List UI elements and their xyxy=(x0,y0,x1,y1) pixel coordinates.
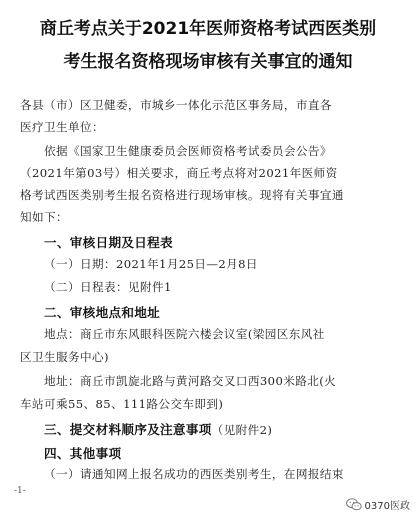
section-2-location-line-2: 区卫生服务中心) xyxy=(20,350,109,364)
section-2-address-line-2: 车站可乘55、85、111路公交车即到) xyxy=(20,397,224,411)
section-2-location-line-1: 地点：商丘市东风眼科医院六楼会议室(梁园区东风社 xyxy=(44,327,325,341)
wechat-icon xyxy=(346,498,362,511)
wechat-watermark xyxy=(346,497,410,512)
page-number: -1- xyxy=(14,486,26,496)
section-3-heading: 三、提交材料顺序及注意事项 xyxy=(44,422,212,437)
addressee-line-1: 各县（市）区卫健委，市城乡一体化示范区事务局，市直各 xyxy=(20,98,332,112)
section-1-heading: 一、审核日期及日程表 xyxy=(44,235,173,250)
section-3-note: （见附件2) xyxy=(211,423,273,437)
intro-line-4: 知如下： xyxy=(20,210,68,224)
document-title-line-2: 考生报名资格现场审核有关事宜的通知 xyxy=(63,52,353,72)
section-2-heading: 二、审核地点和地址 xyxy=(44,305,161,320)
section-3-row xyxy=(44,419,272,438)
section-2-address-line-1: 地址：商丘市凯旋北路与黄河路交叉口西300米路北(火 xyxy=(44,374,337,388)
section-1-item-1: （一）日期：2021年1月25日—2月8日 xyxy=(44,257,258,271)
document-title-line-1: 商丘考点关于2021年医师资格考试西医类别 xyxy=(39,19,377,39)
section-4-item-1: （一）请通知网上报名成功的西医类别考生，在网报结束 xyxy=(44,467,344,481)
section-1-item-2: （二）日程表：见附件1 xyxy=(44,280,172,294)
addressee-line-2: 医疗卫生单位： xyxy=(20,120,104,134)
intro-line-2: （2021年第03号）相关要求，商丘考点将对2021年医师资 xyxy=(20,166,338,180)
watermark-text: 0370医政 xyxy=(364,501,410,512)
intro-line-3: 格考试西医类别考生报名资格进行现场审核。现将有关事宜通 xyxy=(20,188,344,202)
section-4-heading: 四、其他事项 xyxy=(44,446,122,461)
intro-line-1: 依据《国家卫生健康委员会医师资格考试委员会公告》 xyxy=(44,144,332,158)
